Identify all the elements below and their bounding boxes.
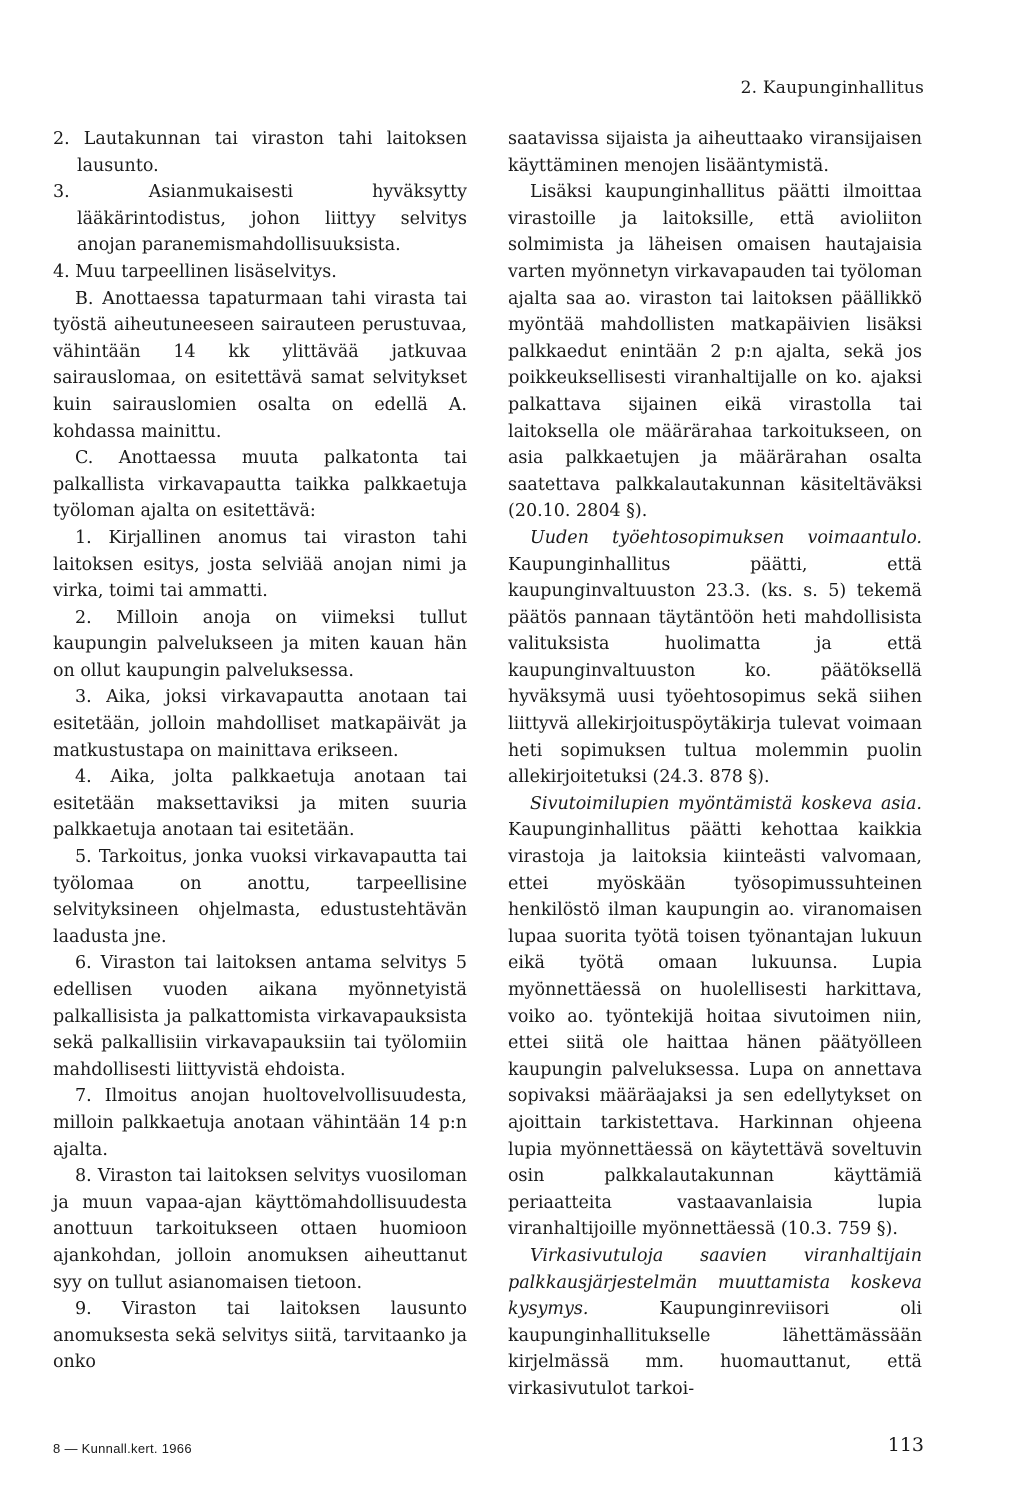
paragraph: saatavissa sijaista ja aiheuttaako viransijaisen käyttäminen menojen lisääntymistä.	[508, 129, 922, 176]
list-item: 6. Viraston tai laitoksen antama selvitys 5 edellisen vuoden aikana myönnetyistä palkallisista ja palkattomista virkavapauksista sekä palkallisiin virkavapauksiin tai työlomiin mahdollisesti liittyvistä ehdoista.	[53, 953, 467, 1080]
paragraph: C. Anottaessa muuta palkatonta tai palkallista virkavapautta taikka palkkaetuja työloman ajalta on esitettävä:	[53, 448, 467, 522]
left-column	[53, 126, 467, 1376]
paragraph-text: Kaupunginreviisori oli kaupunginhallitukselle lähettämässään kirjelmässä mm. huomauttanut, että virkasivutulot tarkoi-	[508, 1299, 922, 1399]
list-item: 7. Ilmoitus anojan huoltovelvollisuudesta, milloin palkkaetuja anotaan vähintään 14 p:n ajalta.	[53, 1086, 467, 1160]
list-item: 3. Aika, joksi virkavapautta anotaan tai esitetään, jolloin mahdolliset matkapäivät ja matkustustapa on mainittava erikseen.	[53, 687, 467, 761]
right-column	[508, 126, 922, 1403]
section-heading: Sivutoimilupien myöntämistä koskeva asia.	[530, 793, 922, 814]
list-item: 5. Tarkoitus, jonka vuoksi virkavapautta tai työlomaa on anottu, tarpeellisine selvityksineen ohjelmasta, edustustehtävän laadusta jne.	[53, 847, 467, 947]
paragraph	[508, 791, 922, 1243]
paragraph	[508, 1243, 922, 1403]
paragraph: Lisäksi kaupunginhallitus päätti ilmoittaa virastoille ja laitoksille, että avioliiton solmimista ja läheisen omaisen hautajaisia varten myönnetyn virkavapauden tai työloman ajalta saa ao. viraston tai laitoksen päällikkö myöntää mahdollisten matkapäivien lisäksi palkkaedut enintään 2 p:n ajalta, sekä jos poikkeuksellisesti viranhaltijalle on ko. ajaksi palkattava sijainen eikä virastolla tai laitoksella ole määrärahaa tarkoitukseen, on asia palkkaetujen ja määrärahan osalta saatettava palkkalautakunnan käsiteltäväksi (20.10. 2804 §).	[508, 182, 922, 522]
footer-source-note: 8 — Kunnall.kert. 1966	[53, 1441, 192, 1456]
list-item: 3. Asianmukaisesti hyväksytty lääkärintodistus, johon liittyy selvitys anojan paranemismahdollisuuksista.	[53, 182, 467, 256]
paragraph: B. Anottaessa tapaturmaan tahi virasta tai työstä aiheutuneeseen sairauteen perustuvaa, vähintään 14 kk ylittävää jatkuvaa sairauslomaa, on esitettävä samat selvitykset kuin sairauslomien osalta on edellä A. kohdassa mainittu.	[53, 288, 467, 442]
paragraph-text: Kaupunginhallitus päätti kehottaa kaikkia virastoja ja laitoksia kiinteästi valvomaan, ettei myöskään työsopimussuhteinen henkilöstö ilman kaupungin ao. viranomaisen lupaa suorita työtä toisen työnantajan lukuun eikä työtä omaan lukuunsa. Lupia myönnettäessä on huolellisesti harkittava, voiko ao. työntekijä hoitaa sivutoimen niin, ettei siitä ole haittaa hänen päätyölleen kaupungin palveluksessa. Lupa on annettava sopivaksi määräajaksi ja sen edellytykset on ajoittain tarkistettava. Harkinnan ohjeena lupia myönnettäessä on käytettävä soveltuvin osin palkkalautakunnan käyttämiä periaatteita vastaavanlaisia lupia viranhaltijoille myönnettäessä (10.3. 759 §).	[508, 820, 922, 1240]
page-number: 113	[887, 1434, 924, 1456]
section-heading: Uuden työehtosopimuksen voimaantulo.	[530, 527, 922, 548]
list-item: 2. Milloin anoja on viimeksi tullut kaupungin palvelukseen ja miten kauan hän on ollut kaupungin palveluksessa.	[53, 607, 467, 681]
list-item: 9. Viraston tai laitoksen lausunto anomuksesta sekä selvitys siitä, tarvitaanko ja onko	[53, 1299, 467, 1373]
section-heading: Virkasivutuloja saavien viranhaltijain palkkausjärjestelmän muuttamista koskeva kysymys.	[508, 1245, 922, 1320]
paragraph	[508, 525, 922, 791]
list-item: 1. Kirjallinen anomus tai viraston tahi laitoksen esitys, josta selviää anojan nimi ja virka, toimi tai ammatti.	[53, 527, 467, 602]
list-item: 4. Muu tarpeellinen lisäselvitys.	[53, 261, 337, 282]
list-item: 2. Lautakunnan tai viraston tahi laitoksen lausunto.	[53, 129, 467, 176]
running-head: 2. Kaupunginhallitus	[740, 78, 924, 98]
list-item: 4. Aika, jolta palkkaetuja anotaan tai esitetään maksettaviksi ja miten suuria palkkaetuja anotaan tai esitetään.	[53, 767, 467, 841]
paragraph-text: Kaupunginhallitus päätti, että kaupunginvaltuuston 23.3. (ks. s. 5) tekemä päätös pannaan täytäntöön heti mahdollisista valituksista huolimatta ja että kaupunginvaltuuston ko. päätöksellä hyväksymä uusi työehtosopimus sekä siihen liittyvä allekirjoituspöytäkirja tulevat voimaan heti sopimuksen tultua molemmin puolin allekirjoitetuksi (24.3. 878 §).	[508, 554, 922, 788]
list-item: 8. Viraston tai laitoksen selvitys vuosiloman ja muun vapaa-ajan käyttömahdollisuudesta anottuun tarkoitukseen ottaen huomioon ajankohdan, jolloin anomuksen aiheuttanut syy on tullut asianomaisen tietoon.	[53, 1166, 467, 1293]
